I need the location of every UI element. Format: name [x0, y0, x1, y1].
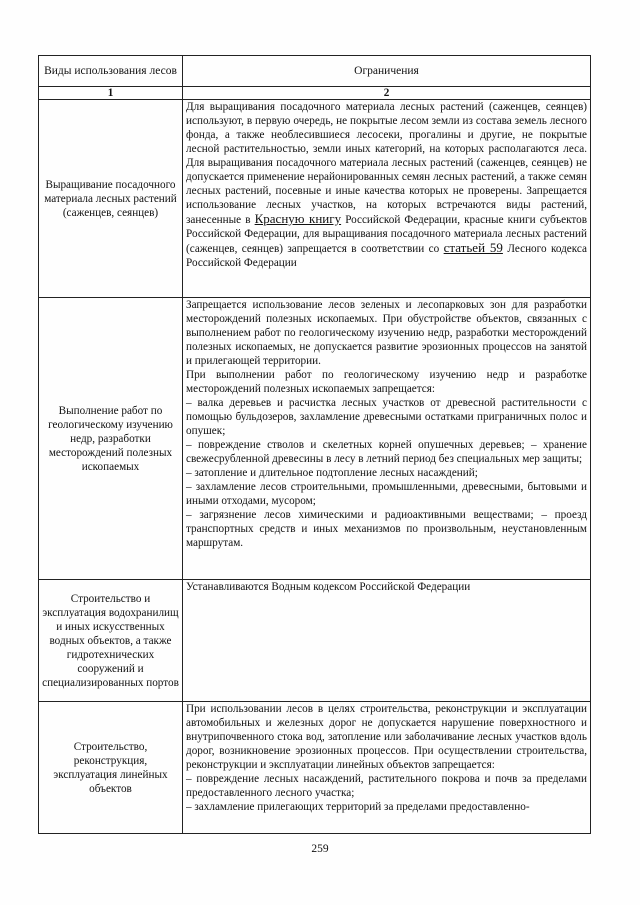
restriction-text: Российской Федерации, красные книги субъектов Российской Федерации, для выращивания посадочного материала лесных растений (саженцев, сеянцев) запрещается в соответствии со	[186, 214, 588, 255]
restrictions-cell	[183, 702, 591, 834]
restriction-text: Для выращивания посадочного материала лесных растений (саженцев, сеянцев) используют, в первую очередь, не покрытые лесом земли из состава земель лесного фонда, а также необлесившиеся лесосеки, прогалины и другие, не покрытые лесной растительностью, земли иных категорий, на которых располагаются леса. Для выращивания посадочного материала лесных растений (саженцев, сеянцев) не допускается применение нерайонированных семян лесных растений, а также семян лесных растений, посевные и иные качества которых не проверены. Запрещается использование лесных участков, на которых встречаются виды растений, занесенные в	[186, 101, 587, 226]
restriction-paragraph: Запрещается использование лесов зеленых и лесопарковых зон для разработки месторождений полезных ископаемых. При обустройстве объектов, связанных с выполнением работ по геологическому изучению недр, разработки месторождений полезных ископаемых, не допускается развитие эрозионных процессов на занятой и прилегающей территории.	[186, 299, 587, 367]
restriction-item: – захламление лесов строительными, промышленными, древесными, бытовыми и иными отходами, мусором;	[186, 481, 587, 507]
restrictions-cell: Устанавливаются Водным кодексом Российской Федерации	[183, 580, 591, 702]
column-header-restrictions: Ограничения	[183, 56, 591, 87]
restrictions-table	[38, 55, 591, 834]
usage-type-cell: Строительство, реконструкция, эксплуатация линейных объектов	[39, 702, 183, 834]
page-number: 259	[311, 843, 329, 855]
restriction-item: – повреждение стволов и скелетных корней опушечных деревьев; – хранение свежесрубленной древесины в лесу в летний период без специальных мер защиты;	[186, 439, 587, 465]
restriction-item: – захламление прилегающих территорий за пределами предоставленно-	[186, 801, 530, 813]
column-number-row	[39, 87, 591, 100]
red-book-link[interactable]: Красную книгу	[254, 211, 342, 226]
column-number-2: 2	[183, 87, 591, 100]
restriction-item: – повреждение лесных насаждений, растительного покрова и почв за пределами предоставленного лесного участка;	[186, 773, 587, 799]
restriction-item: – валка деревьев и расчистка лесных участков от древесной растительности с помощью бульдозеров, захламление древесными остатками приграничных полос и опушек;	[186, 397, 587, 437]
restrictions-cell	[183, 298, 591, 580]
usage-type-cell: Строительство и эксплуатация водохранилищ и иных искусственных водных объектов, а также гидротехнических сооружений и специализированных портов	[39, 580, 183, 702]
table-row	[39, 100, 591, 298]
restrictions-cell	[183, 100, 591, 298]
usage-type-cell: Выполнение работ по геологическому изучению недр, разработки месторождений полезных ископаемых	[39, 298, 183, 580]
column-header-usage-types: Виды использования лесов	[39, 56, 183, 87]
table-row	[39, 580, 591, 702]
column-number-1: 1	[39, 87, 183, 100]
restriction-paragraph: При выполнении работ по геологическому изучению недр и разработке месторождений полезных ископаемых запрещается:	[186, 369, 587, 395]
article-59-link[interactable]: статьей 59	[443, 240, 503, 255]
usage-type-cell: Выращивание посадочного материала лесных растений (саженцев, сеянцев)	[39, 100, 183, 298]
restriction-text: Лесного кодекса Российской Федерации	[186, 243, 587, 269]
restriction-item: – загрязнение лесов химическими и радиоактивными веществами; – проезд транспортных средств и иных механизмов по произвольным, неустановленным маршрутам.	[186, 509, 587, 549]
table-header-row	[39, 56, 591, 87]
table-row	[39, 298, 591, 580]
restriction-paragraph: При использовании лесов в целях строительства, реконструкции и эксплуатации автомобильных и железных дорог не допускается нарушение поверхностного и внутрипочвенного стока вод, затопление или заболачивание лесных участков вдоль дорог, возникновение эрозионных процессов. При осуществлении строительства, реконструкции и эксплуатации линейных объектов запрещается:	[186, 703, 587, 771]
restriction-item: – затопление и длительное подтопление лесных насаждений;	[186, 467, 478, 479]
table-row	[39, 702, 591, 834]
